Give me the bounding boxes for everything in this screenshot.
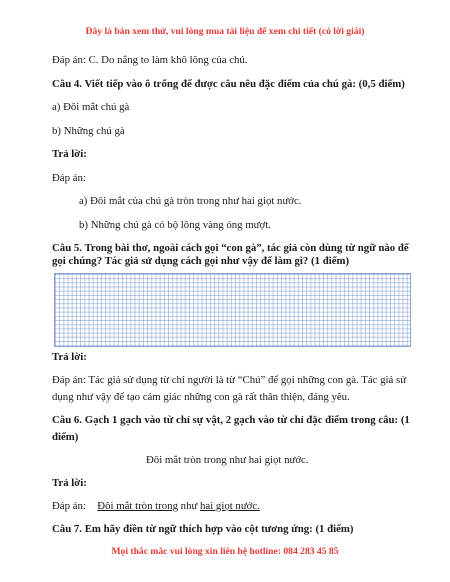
- question-6-title-line-2: điểm): [52, 431, 79, 443]
- writing-grid: [54, 273, 411, 347]
- answer-middle-text: như: [177, 500, 201, 512]
- question-4-answer-label: Trả lời:: [52, 148, 87, 160]
- answer-underlined-noun: Đôi mắt tròn trong: [97, 500, 178, 512]
- answer-underlined-adjective: hai giọt nước.: [200, 500, 260, 512]
- question-5-title-line-1: Câu 5. Trong bài thơ, ngoài cách gọi “con gà”, tác giả còn dùng từ ngữ nào để: [52, 242, 409, 254]
- hotline-banner: Mọi thắc mắc vui lòng xin liên hệ hotline: 084 283 45 85: [111, 546, 339, 557]
- question-4-answer-b: b) Những chú gà có bộ lông vàng óng mượt.: [79, 219, 271, 231]
- question-4-item-b: b) Những chú gà: [52, 125, 125, 137]
- question-7-title: Câu 7. Em hãy điền từ ngữ thích hợp vào cột tương ứng: (1 điểm): [52, 523, 354, 535]
- question-5-title-line-2: gọi chúng? Tác giả sử dụng cách gọi như vậy để làm gì? (1 điểm): [52, 255, 350, 267]
- question-6-sentence: Đôi mắt tròn trong như hai giọt nước.: [146, 454, 309, 466]
- question-6-answer: [52, 499, 260, 513]
- question-4-title: Câu 4. Viết tiếp vào ô trống để được câu nêu đặc điểm của chú gà: (0,5 điểm): [52, 78, 405, 90]
- question-6-title-line-1: Câu 6. Gạch 1 gạch vào từ chỉ sự vật, 2 gạch vào từ chỉ đặc điểm trong câu: (1: [52, 414, 410, 426]
- question-6-answer-label: Trả lời:: [52, 477, 87, 489]
- question-5-answer-label: Trả lời:: [52, 351, 87, 363]
- question-5-answer-line-1: Đáp án: Tác giả sử dụng từ chỉ người là từ “Chú” để gọi những con gà. Tác giả sử: [52, 374, 407, 386]
- preview-banner: Đây là bản xem thử, vui lòng mua tài liệu để xem chi tiết (có lời giải): [85, 26, 365, 37]
- question-4-dap-an-label: Đáp án:: [52, 172, 86, 184]
- question-4-answer-a: a) Đôi mắt của chú gà tròn trong như hai giọt nước.: [79, 195, 302, 207]
- question-4-item-a: a) Đôi mắt chú gà: [52, 101, 130, 113]
- question-6-dap-an-label: Đáp án:: [52, 500, 86, 512]
- answer-q3: Đáp án: C. Do nắng to làm khô lông của chú.: [52, 54, 248, 66]
- question-5-answer-line-2: dụng như vậy để tạo cảm giác những con gà rất thân thiện, đáng yêu.: [52, 391, 350, 403]
